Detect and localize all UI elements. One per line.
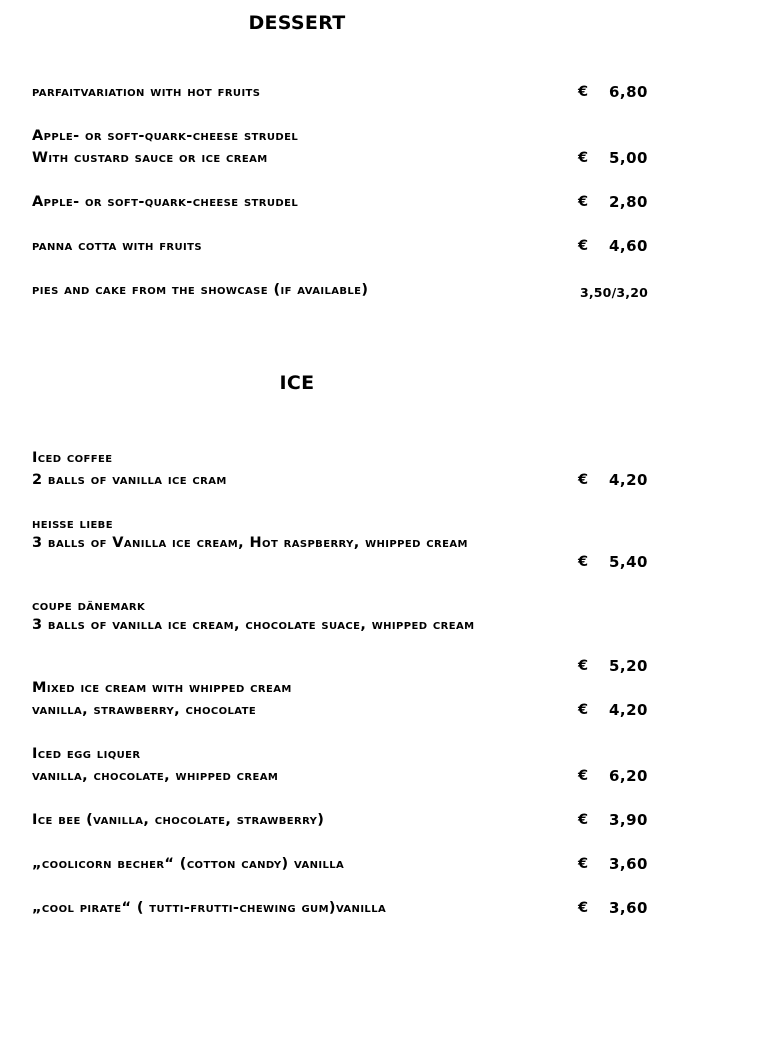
ice-item-price: 5,20: [608, 657, 648, 675]
ice-item-price: 4,20: [608, 701, 648, 719]
currency-symbol: €: [578, 702, 589, 718]
currency-symbol: €: [578, 856, 589, 872]
currency-symbol: €: [578, 194, 589, 210]
ice-item-price: 3,60: [608, 899, 648, 917]
ice-item-name: heisse liebe: [32, 516, 113, 532]
currency-symbol: €: [578, 150, 589, 166]
currency-symbol: €: [578, 238, 589, 254]
dessert-item-price: 2,80: [608, 193, 648, 211]
dessert-heading: DESSERT: [248, 12, 346, 34]
ice-item-name: coupe dänemark: [32, 598, 146, 614]
ice-item-price: 5,40: [608, 553, 648, 571]
ice-heading: ICE: [279, 372, 315, 394]
currency-symbol: €: [578, 658, 589, 674]
ice-item-name: Mixed ice cream with whipped cream: [32, 680, 292, 696]
currency-symbol: €: [578, 812, 589, 828]
ice-item-name: Iced egg liquer: [32, 746, 141, 762]
currency-symbol: €: [578, 554, 589, 570]
ice-item-description: 2 balls of vanilla ice cram: [32, 472, 227, 488]
ice-item-price: 6,20: [608, 767, 648, 785]
ice-item-price: 3,90: [608, 811, 648, 829]
ice-item-description: 3 balls of Vanilla ice cream, Hot raspberry, whipped cream: [32, 535, 468, 551]
dessert-item-price: 5,00: [608, 149, 648, 167]
ice-item-description: vanilla, strawberry, chocolate: [32, 702, 257, 718]
ice-item-description: vanilla, chocolate, whipped cream: [32, 768, 279, 784]
currency-symbol: €: [578, 84, 589, 100]
dessert-item-description: With custard sauce or ice cream: [32, 150, 268, 166]
dessert-item-price: 3,50/3,20: [579, 285, 648, 300]
dessert-item-price: 6,80: [608, 83, 648, 101]
dessert-item-name: parfaitvariation with hot fruits: [32, 84, 261, 100]
ice-item-price: 4,20: [608, 471, 648, 489]
currency-symbol: €: [578, 472, 589, 488]
ice-item-name: Iced coffee: [32, 450, 113, 466]
currency-symbol: €: [578, 768, 589, 784]
ice-item-description: 3 balls of vanilla ice cream, chocolate suace, whipped cream: [32, 617, 475, 633]
ice-item-name: Ice bee (vanilla, chocolate, strawberry): [32, 812, 325, 828]
dessert-item-name: Apple- or soft-quark-cheese strudel: [32, 194, 299, 210]
dessert-item-name: Apple- or soft-quark-cheese strudel: [32, 128, 299, 144]
currency-symbol: €: [578, 900, 589, 916]
ice-item-name: „cool pirate“ ( tutti-frutti-chewing gum)vanilla: [32, 900, 387, 916]
dessert-item-name: panna cotta with fruits: [32, 238, 202, 254]
dessert-item-name: pies and cake from the showcase (if available): [32, 282, 369, 298]
ice-item-price: 3,60: [608, 855, 648, 873]
dessert-item-price: 4,60: [608, 237, 648, 255]
ice-item-name: „coolicorn becher“ (cotton candy) vanilla: [32, 856, 345, 872]
